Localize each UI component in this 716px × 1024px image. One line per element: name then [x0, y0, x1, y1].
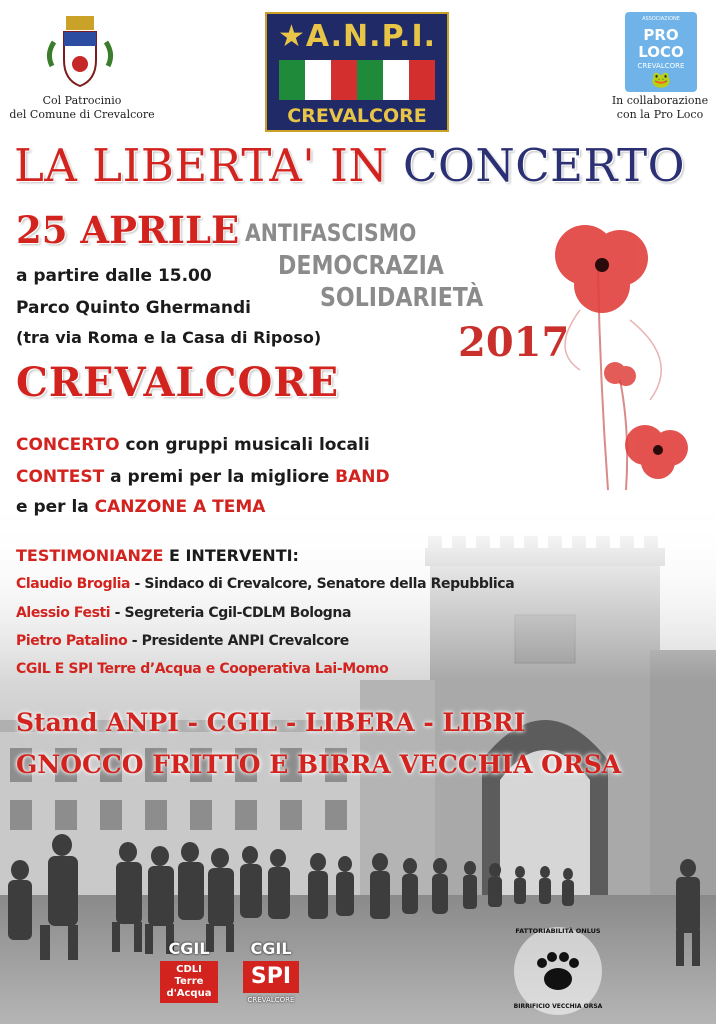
speaker-item: Alessio Festi - Segreteria Cgil-CDLM Bologna: [16, 605, 352, 621]
theme-antifascismo: ANTIFASCISMO: [245, 219, 417, 247]
speaker-item: Claudio Broglia - Sindaco di Crevalcore, Senatore della Repubblica: [16, 576, 515, 592]
program-line-contest: CONTEST a premi per la migliore BAND: [16, 467, 390, 487]
event-title: LA LIBERTA' IN CONCERTO: [14, 139, 686, 192]
star-icon: ★: [277, 19, 306, 54]
event-town: CREVALCORE: [16, 359, 340, 406]
stands-line: Stand ANPI - CGIL - LIBERA - LIBRI: [16, 708, 526, 737]
event-venue: Parco Quinto Ghermandi: [16, 298, 251, 318]
collaborazione-caption: In collaborazione con la Pro Loco: [611, 94, 709, 121]
speaker-item: Pietro Patalino - Presidente ANPI Crevalcore: [16, 633, 349, 649]
speakers-heading: TESTIMONIANZE E INTERVENTI:: [16, 546, 299, 565]
event-date: 25 APRILE: [16, 208, 240, 252]
italian-flag-stripes: [279, 60, 435, 100]
theme-democrazia: DEMOCRAZIA: [278, 251, 444, 281]
food-line: GNOCCO FRITTO E BIRRA VECCHIA ORSA: [16, 750, 622, 779]
proloco-logo: ASSOCIAZIONE PRO LOCO CREVALCORE 🐸: [625, 12, 697, 92]
patrocinio-caption: Col Patrocinio del Comune di Crevalcore: [9, 94, 155, 121]
event-year: 2017: [458, 319, 570, 366]
anpi-logo-subtitle: CREVALCORE: [287, 105, 427, 127]
frog-icon: 🐸: [651, 70, 671, 89]
cgil-spi-logo: CGIL SPI CREVALCORE: [243, 940, 299, 1020]
birrificio-vecchia-orsa-logo: [512, 925, 604, 1017]
anpi-logo: [265, 12, 449, 132]
program-line-canzone: e per la CANZONE A TEMA: [16, 497, 266, 517]
theme-solidarieta: SOLIDARIETÀ: [320, 283, 484, 313]
cgil-terre-dacqua-logo: CGIL CDLI Terre d'Acqua: [160, 940, 218, 1020]
birrificio-top-text: FATTORIABILITÀ ONLUS: [515, 927, 601, 935]
event-time: a partire dalle 15.00: [16, 266, 212, 286]
program-line-concerto: CONCERTO con gruppi musicali locali: [16, 435, 370, 455]
comune-crest-logo: [40, 14, 120, 94]
anpi-logo-title: A.N.P.I.: [305, 19, 436, 54]
event-venue-note: (tra via Roma e la Casa di Riposo): [16, 328, 322, 347]
birrificio-bottom-text: BIRRIFICIO VECCHIA ORSA: [513, 1003, 603, 1010]
speaker-item: CGIL E SPI Terre d’Acqua e Cooperativa Lai-Momo: [16, 661, 389, 677]
